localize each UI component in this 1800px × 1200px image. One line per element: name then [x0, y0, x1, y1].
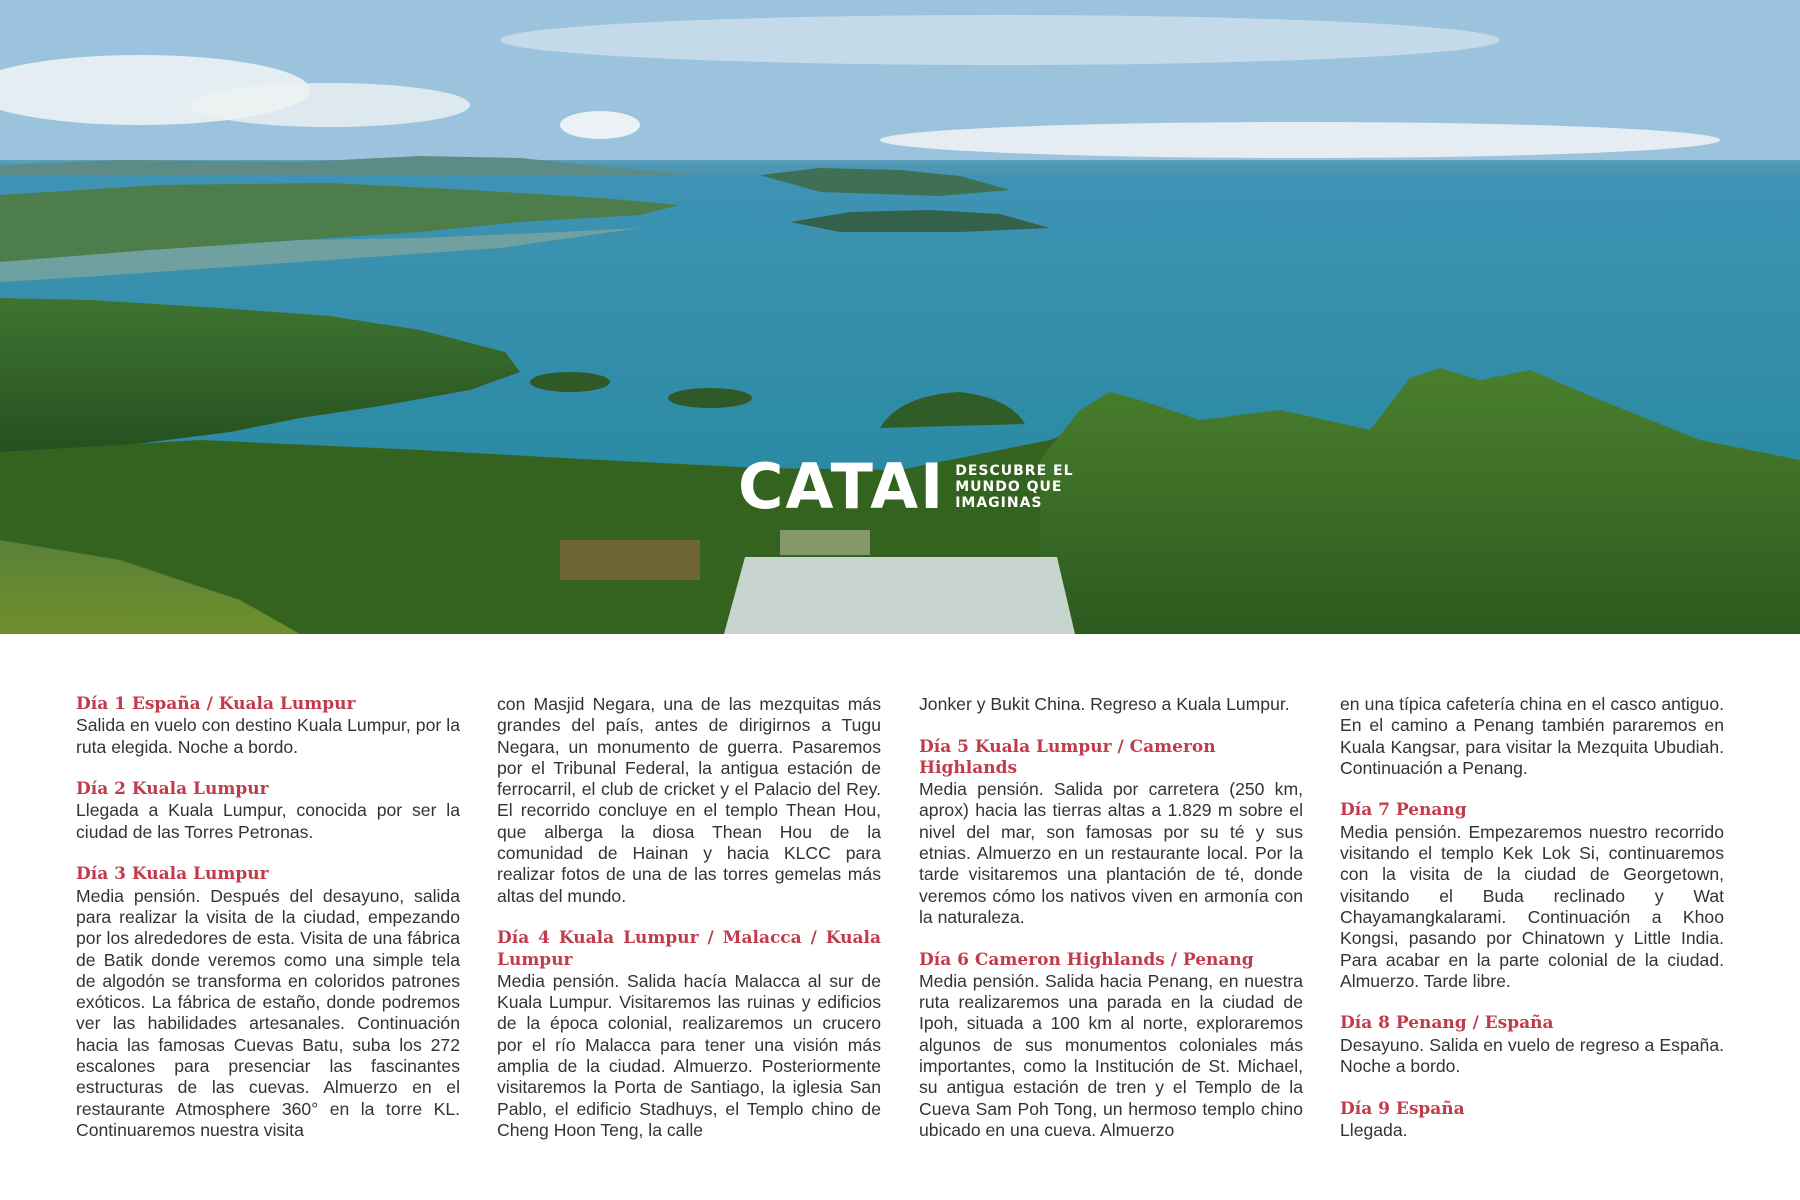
day-heading: Día 5 Kuala Lumpur / Cameron Highlands — [919, 736, 1216, 778]
day-text: Desayuno. Salida en vuelo de regreso a España. Noche a bordo. — [1340, 1034, 1724, 1077]
tagline-line: IMAGINAS — [955, 495, 1043, 511]
itinerary-column-2 — [497, 694, 881, 1141]
day-text: Media pensión. Salida hacia Penang, en nuestra ruta realizaremos una parada en la ciudad de Ipoh, situada a 100 km al norte, exploraremos algunos de sus monumentos coloniales más importantes, como la Institución de St. Michael, su antigua estación de tren y el Templo de la Cueva Sam Poh Tong, un hermoso templo chino ubicado en una cueva. Almuerzo — [919, 970, 1303, 1140]
day-text: Salida en vuelo con destino Kuala Lumpur, por la ruta elegida. Noche a bordo. — [76, 715, 460, 757]
day-text: con Masjid Negara, una de las mezquitas más grandes del país, antes de dirigirnos a Tugu Negara, un monumento de guerra. Pasaremos por el Tribunal Federal, la antigua estación de ferrocarril, el club de cricket y el Palacio del Rey. El recorrido concluye en el templo Thean Hou, que alberga la diosa Thean Hou de la comunidad de Hainan y hacia KLCC para realizar fotos de una de las torres gemelas más altas del mundo. — [497, 694, 881, 906]
logo-wordmark: CATAI — [738, 450, 946, 523]
day-text: Llegada. — [1340, 1119, 1408, 1140]
day-text: Llegada a Kuala Lumpur, conocida por ser la ciudad de las Torres Petronas. — [76, 800, 460, 842]
day-heading: Día 7 Penang — [1340, 800, 1467, 821]
day-heading: Día 9 España — [1340, 1098, 1465, 1119]
day-heading: Día 8 Penang / España — [1340, 1013, 1554, 1034]
itinerary — [76, 694, 1726, 1154]
itinerary-column-4 — [1340, 694, 1724, 1141]
day-text: Jonker y Bukit China. Regreso a Kuala Lumpur. — [919, 694, 1290, 714]
day-heading: Día 1 España / Kuala Lumpur — [76, 694, 356, 714]
catai-logo — [738, 452, 1074, 522]
itinerary-column-3 — [919, 694, 1303, 1141]
day-text: Media pensión. Después del desayuno, salida para realizar la visita de la ciudad, empezando por los alrededores de esta. Visita de una fábrica de Batik donde veremos como una simple tela de algodón se transforma en coloridos patrones exóticos. La fábrica de estaño, donde podremos ver las habilidades artesanales. Continuación hacia las famosas Cuevas Batu, suba los 272 escalones para presenciar las fascinantes estructuras de las cuevas. Almuerzo en el restaurante Atmosphere 360° en la torre KL. Continuaremos nuestra visita — [76, 885, 460, 1140]
day-heading: Día 6 Cameron Highlands / Penang — [919, 949, 1254, 970]
day-text: Media pensión. Salida por carretera (250 km, aprox) hacia las tierras altas a 1.829 m sobre el nivel del mar, son famosas por su té y sus etnias. Almuerzo en un restaurante local. Por la tarde visitaremos una plantación de té, donde veremos cómo los nativos viven en armonía con la naturaleza. — [919, 779, 1303, 927]
day-heading: Día 3 Kuala Lumpur — [76, 864, 269, 885]
day-text: en una típica cafetería china en el casco antiguo. En el camino a Penang también pararemos en Kuala Kangsar, para visitar la Mezquita Ubudiah. Continuación a Penang. — [1340, 694, 1724, 778]
itinerary-column-1 — [76, 694, 460, 1141]
day-heading: Día 2 Kuala Lumpur — [76, 779, 269, 800]
tagline-line: MUNDO QUE — [955, 479, 1063, 495]
day-text: Media pensión. Empezaremos nuestro recorrido visitando el templo Kek Lok Si, continuaremos con la visita de la ciudad de Georgetown, visitando el Buda reclinado y Wat Chayamangkalarami. Continuación a Khoo Kongsi, pasando por Chinatown y Little India. Para acabar en la parte colonial de la ciudad. Almuerzo. Tarde libre. — [1340, 821, 1724, 991]
tagline-line: DESCUBRE EL — [955, 463, 1074, 479]
logo-tagline — [955, 463, 1073, 511]
day-text: Media pensión. Salida hacía Malacca al sur de Kuala Lumpur. Visitaremos las ruinas y edificios de la época colonial, realizaremos un crucero por el río Malacca para tener una visión más amplia de la ciudad. Almuerzo. Posteriormente visitaremos la Porta de Santiago, la iglesia San Pablo, el edificio Stadhuys, el Templo chino de Cheng Hoon Teng, la calle — [497, 970, 881, 1140]
day-heading: Día 4 Kuala Lumpur / Malacca / Kuala Lumpur — [497, 928, 881, 970]
